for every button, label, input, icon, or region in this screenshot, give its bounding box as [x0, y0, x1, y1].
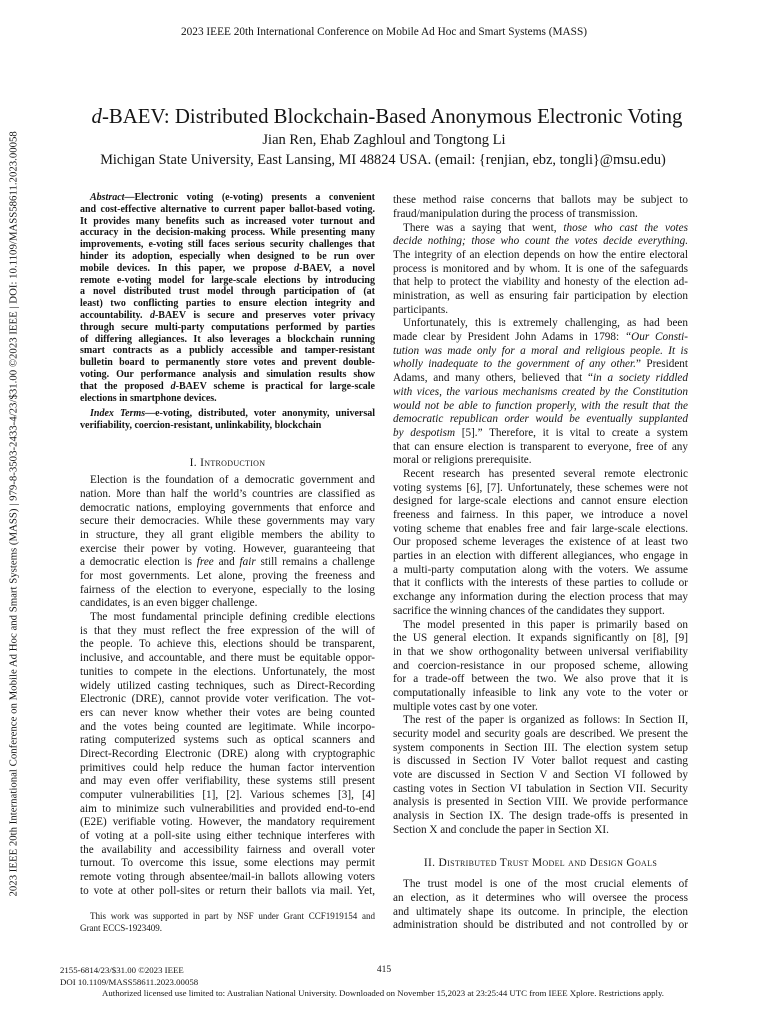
body-text-line: analysis is presented in Section VIII. We provide performance [393, 796, 688, 809]
body-text-line: The rest of the paper is organized as follows: In Section II, [403, 714, 688, 727]
text-run: [5].” Therefore, it is vital to create a system [455, 426, 688, 439]
title-main-text: -BAEV: Distributed Blockchain-Based Anonymous Electronic Voting [101, 105, 683, 128]
body-text-line: nation. More than half the world’s countries are classified as [80, 487, 375, 500]
italic-text-run: tution was made only for a moral and religious people. It is [393, 344, 688, 357]
body-text-line: Our proposed scheme leverages the existence of at least two [393, 536, 688, 549]
abstract-line: of differing allegiances. It also leverages a blockchain running [80, 333, 375, 345]
section-heading-introduction: I. Introduction [189, 457, 266, 469]
title-italic-prefix: d [91, 105, 102, 128]
italic-text-run: d [294, 262, 300, 274]
paragraph [393, 468, 688, 619]
body-text-line: the people. To achieve this, elections should be transparent, [80, 638, 375, 651]
italic-text-run: decide nothing; those who count the votes decide everything. [393, 235, 688, 248]
italic-text-run: free [196, 556, 214, 569]
italic-text-run: by despotism [393, 426, 456, 439]
body-text-line: to vote at other poll-sites or return their ballots via mail. Yet, [80, 884, 375, 897]
abstract-line: smart contracts as a publicly accessible and tamper-resistant [80, 345, 375, 357]
section-heading-trust-model: II. Distributed Trust Model and Design Goals [423, 857, 658, 869]
body-text-line: tunities to compete in the elections. Unfortunately, the most [80, 665, 375, 678]
paragraph [393, 878, 688, 933]
body-text-line: and the votes being counted are legitimate. While incorpo- [80, 720, 375, 733]
text-run: mobile devices. In this paper, we propose [80, 262, 295, 274]
conference-header: 2023 IEEE 20th International Conference on Mobile Ad Hoc and Smart Systems (MASS) [181, 26, 587, 38]
body-text-line [393, 331, 688, 345]
body-text-line: ers can never know whether their votes are being counted [80, 706, 375, 719]
abstract-line [80, 310, 375, 322]
introduction-body [80, 474, 375, 898]
body-text-line: administration should be distributed and not controlled by or [393, 919, 688, 932]
body-text-line: Unfortunately, this is extremely challenging, as had been [403, 317, 688, 330]
body-text-line: secure their democracies. While these governments may vary [80, 515, 375, 528]
text-run: Adams, and many others, believed that “ [393, 372, 593, 385]
body-text-line [393, 372, 688, 386]
body-text-line: primitives could help reduce the human factor intervention [80, 761, 375, 774]
body-text-line: candidates, is an even bigger challenge. [80, 597, 258, 610]
text-run: -BAEV is secure and preserves voter privacy [154, 309, 375, 321]
text-run: made clear by President John Adams in 1798: [393, 331, 625, 344]
body-text-line [393, 400, 688, 414]
body-text-line: democratic nations, employing governments that enforce and [80, 501, 375, 514]
body-text-line: and may even offer verifiability, these systems still present [80, 775, 375, 788]
body-text-line: casting votes in Section VI tabulation in Section VII. Security [393, 782, 688, 795]
text-run: —e-voting, distributed, voter anonymity, universal [145, 408, 375, 419]
paragraph-continuation [393, 194, 688, 221]
body-text-line: Electronic (DRE), cannot provide voter verification. The vot- [80, 693, 375, 706]
body-text-line: participants. [393, 303, 448, 316]
body-text-line: (E2E) verifiable voting. However, the mandatory requirement [80, 816, 375, 829]
italic-text-run: in a society riddled [592, 372, 688, 385]
abstract-line: least) two conflicting parties to ensure election integrity and [80, 298, 375, 310]
body-text-line: a multi-party computation along with the voters. We assume [393, 563, 688, 576]
paragraph [393, 714, 688, 837]
body-text-line: the US general election. It expands significantly on [8], [9] [393, 632, 688, 645]
text-run: —Electronic voting (e-voting) presents a convenient [124, 192, 375, 203]
body-text-line: fraud/manipulation during the process of transmission. [393, 207, 638, 220]
body-text-line: sacrifice the winning chances of the candidates they support. [393, 604, 665, 617]
body-text-line: multiple votes cast by one voter. [393, 700, 538, 713]
body-text-line [393, 427, 688, 441]
issn-copyright: 2155-6814/23/$31.00 ©2023 IEEE [60, 964, 184, 975]
text-run: -BAEV, a novel [299, 262, 376, 274]
italic-text-run: democratic republican order would be eventually supplanted [393, 413, 688, 426]
body-text-line: ministration, as well as ensuring fair participation by election [393, 290, 688, 302]
page-number: 415 [376, 964, 392, 975]
italic-text-run: those who cast the votes [563, 221, 688, 234]
body-text-line: rating computerized systems such as optical scanners and [80, 734, 375, 747]
text-run: that the proposed [80, 380, 171, 392]
body-text-line [393, 358, 688, 372]
footnote-line: This work was supported in part by NSF under Grant CCF1919154 and [90, 911, 375, 921]
body-text-line: voting scheme that enables free and fair large-scale elections. [393, 522, 688, 535]
right-column-body [393, 194, 688, 837]
body-text-line: for a trade-off between the two. We also prove that it is [393, 673, 688, 686]
abstract-line [80, 192, 375, 204]
body-text-line: voting systems [6], [7]. Unfortunately, these schemes were not [393, 481, 688, 494]
italic-text-run: “Our Consti- [624, 331, 688, 344]
paragraph [393, 619, 688, 715]
body-text-line: is that they must reflect the free expression of the will of [80, 624, 375, 637]
italic-text-run: would not be able to function properly, with the result that the [393, 399, 688, 412]
body-text-line: computationally infeasible to link any vote to the voter or [393, 686, 688, 699]
italic-text-run: with vices, the various mechanisms created by the Constitution [393, 385, 688, 398]
body-text-line: parties in an election with different allegiances, who engage in [393, 550, 688, 563]
author-list: Jian Ren, Ehab Zaghloul and Tongtong Li [262, 131, 506, 148]
body-text-line [393, 413, 688, 427]
body-text-line: vote are discussed in Section V and Section VI followed by [393, 769, 688, 782]
body-text-line: process is monitored and by whom. It is one of the safeguards [393, 262, 688, 275]
body-text-line: aim to minimize such vulnerabilities and provided end-to-end [80, 802, 375, 815]
author-affiliation: Michigan State University, East Lansing, MI 48824 USA. (email: {renjian, ebz, tongli}@msu.edu) [100, 151, 666, 168]
italic-text-run: fair [239, 556, 256, 569]
body-text-line: system components in Section III. The election system setup [393, 741, 688, 754]
ieee-sidebar-stamp: 2023 IEEE 20th International Conference on Mobile Ad Hoc and Smart Systems (MASS) | 979-8-3503-2433-4/23/$31.00 ©2023 IEEE | DOI: 10.1109/MASS58611.2023.00058 [7, 131, 20, 897]
abstract-line: accuracy in the decision-making process. While presenting many [80, 227, 375, 239]
paragraph [80, 611, 375, 898]
footnote-line: Grant ECCS-1923409. [80, 923, 162, 933]
body-text-line: that can ensure election is transparent to everyone, free of any [393, 440, 688, 453]
body-text-line: that it conflicts with the interests of these parties to collude or [393, 577, 688, 590]
italic-text-run: wholly inadequate to the government of any other. [393, 358, 636, 371]
abstract-line: improvements, e-voting still faces serious security challenges that [80, 239, 375, 251]
paragraph [393, 317, 688, 468]
text-run: ” President [635, 358, 688, 371]
body-text-line: is discussed in Section IV Voter ballot request and casting [393, 755, 688, 768]
body-text-line: turnout. To overcome this issue, some elections may permit [80, 857, 375, 870]
text-run: and [213, 556, 240, 569]
body-text-line: freeness and fairness. In this paper, we introduce a novel [393, 509, 688, 521]
body-text-line: analysis in Section IX. The design trade-offs is presented in [393, 810, 688, 823]
abstract-line [80, 263, 375, 275]
index-terms-line: verifiability, coercion-resistant, unlinkability, blockchain [80, 419, 322, 431]
italic-text-run: Abstract [90, 192, 125, 203]
body-text-line: Recent research has presented several remote electronic [403, 467, 688, 480]
paragraph [80, 474, 375, 611]
abstract [80, 192, 375, 404]
body-text-line: for most governments. Let alone, proving the freeness and [80, 570, 375, 582]
abstract-line: It provides many benefits such as increased voter turnout and [80, 215, 375, 227]
body-text-line: an election, as it determines who will oversee the process [393, 891, 688, 904]
body-text-line: computer vulnerabilities [1], [2]. Various schemes [3], [4] [80, 789, 375, 801]
abstract-line: hinder its adoption, especially when designed to be run over [80, 250, 375, 262]
body-text-line: and ultimately shape its outcome. In principle, the election [393, 905, 688, 918]
italic-text-run: Index Terms [90, 408, 146, 419]
abstract-line: remote e-voting model for large-scale elections by introducing [80, 274, 375, 286]
body-text-line: The integrity of an election depends on how the entire electoral [393, 248, 688, 261]
paragraph [393, 222, 688, 318]
body-text-line: that help to protect the viability and honesty of the election ad- [393, 276, 688, 289]
footnote [80, 910, 375, 934]
abstract-line: bulletin board to permanently store votes and prevent double- [80, 357, 375, 369]
text-run: There was a saying that went, [403, 221, 564, 234]
text-run: still remains a challenge [255, 556, 375, 569]
body-text-line: Election is the foundation of a democratic government and [90, 474, 375, 487]
body-text-line: exercise their power by voting. However, guaranteeing that [80, 542, 375, 555]
body-text-line: widely utilized casting techniques, such as Direct-Recording [80, 679, 375, 692]
index-terms-line [80, 408, 375, 420]
body-text-line: exchange any information during the election process that may [393, 591, 688, 604]
body-text-line: The model presented in this paper is primarily based on [403, 618, 688, 631]
body-text-line [393, 222, 688, 236]
body-text-line: in structure, they all grant eligible members the ability to [80, 528, 375, 541]
doi-line: DOI 10.1109/MASS58611.2023.00058 [60, 976, 199, 987]
body-text-line: Direct-Recording Electronic (DRE) along with cryptographic [80, 747, 375, 760]
abstract-line: through secure multi-party computations performed by parties [80, 321, 375, 333]
abstract-line [80, 381, 375, 393]
text-run: accountability. [80, 309, 150, 321]
body-text-line: inclusive, and accountable, and there must be equitable oppor- [80, 652, 375, 665]
body-text-line: remote voting through absentee/mail-in ballots allowing voters [80, 871, 375, 884]
license-notice: Authorized licensed use limited to: Australian National University. Downloaded on November 15,2023 at 23:25:44 UTC from IEEE Xplore. Restrictions apply. [102, 987, 664, 998]
body-text-line: these method raise concerns that ballots may be subject to [393, 194, 688, 207]
body-text-line: designed for large-scale elections and cannot ensure election [393, 495, 688, 508]
body-text-line: in that we show orthogonality between universal verifiability [393, 645, 688, 658]
body-text-line [393, 345, 688, 359]
abstract-line: and cost-effective alternative to current paper ballot-based voting. [80, 203, 375, 215]
paper-title [80, 105, 694, 129]
text-run: -BAEV scheme is practical for large-scale [175, 380, 375, 392]
body-text-line [393, 386, 688, 400]
body-text-line: the availability and accessibility fairness and overall voter [80, 843, 375, 856]
body-text-line: fairness of the election to everyone, especially to the losing [80, 583, 375, 596]
body-text-line: The most fundamental principle defining credible elections [90, 611, 375, 624]
body-text-line: Section X and conclude the paper in Section XI. [393, 823, 609, 836]
body-text-line [393, 235, 688, 249]
text-run: a democratic election is [80, 556, 197, 569]
italic-text-run: d [149, 309, 155, 321]
section-two-body [393, 878, 688, 933]
body-text-line: and coercion-resistance in our proposed scheme, allowing [393, 659, 688, 672]
body-text-line [80, 556, 375, 570]
abstract-line: voting. Our performance analysis and simulation results show [80, 368, 375, 380]
index-terms [80, 408, 375, 432]
body-text-line: moral or religions prerequisite. [393, 454, 532, 467]
abstract-line: a novel distributed trust model through participation of (at [80, 286, 375, 298]
italic-text-run: d [170, 380, 176, 392]
abstract-line: elections in smartphone devices. [80, 392, 217, 404]
body-text-line: The trust model is one of the most crucial elements of [403, 878, 688, 891]
body-text-line: of voting at a poll-site using either technique interferes with [80, 830, 375, 843]
body-text-line: security model and security goals are described. We present the [393, 728, 688, 740]
